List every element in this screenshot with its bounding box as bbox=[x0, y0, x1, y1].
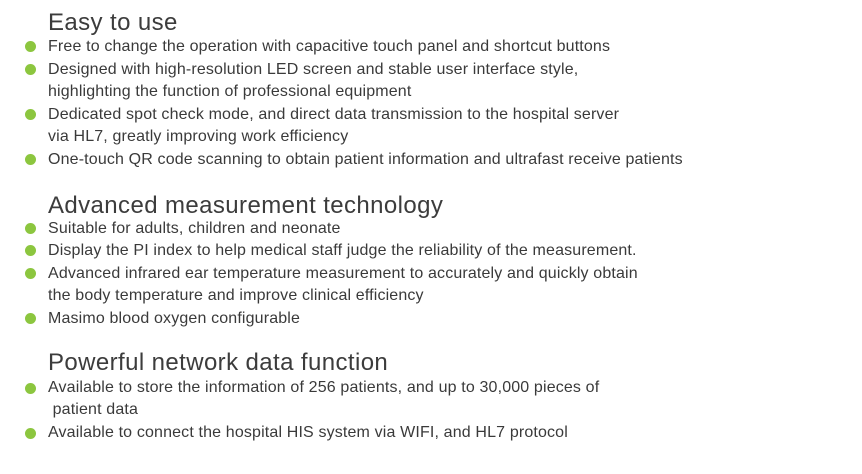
list-item-text: Free to change the operation with capacitive touch panel and shortcut buttons bbox=[48, 38, 611, 55]
list-item-text-continued: highlighting the function of professional equipment bbox=[48, 83, 412, 100]
list-item-text: Available to connect the hospital HIS system via WIFI, and HL7 protocol bbox=[48, 424, 568, 441]
bullet-dot-icon bbox=[25, 313, 36, 324]
list-item-text-continued: patient data bbox=[48, 401, 139, 418]
bullet-dot-icon bbox=[25, 109, 36, 120]
bullet-dot-icon bbox=[25, 64, 36, 75]
bullet-dot-icon bbox=[25, 154, 36, 165]
bullet-dot-icon bbox=[25, 41, 36, 52]
bullet-dot-icon bbox=[25, 245, 36, 256]
list-item-text: Display the PI index to help medical staff judge the reliability of the measurement. bbox=[48, 242, 637, 259]
section-title: Advanced measurement technology bbox=[48, 192, 444, 219]
list-item-text: Masimo blood oxygen configurable bbox=[48, 310, 301, 327]
list-item-text-continued: via HL7, greatly improving work efficiency bbox=[48, 128, 349, 145]
list-item-text-continued: the body temperature and improve clinical efficiency bbox=[48, 287, 424, 304]
list-item-text: Designed with high-resolution LED screen and stable user interface style, bbox=[48, 61, 579, 78]
list-item-text: Suitable for adults, children and neonate bbox=[48, 220, 341, 237]
bullet-dot-icon bbox=[25, 268, 36, 279]
bullet-dot-icon bbox=[25, 428, 36, 439]
list-item-text: Advanced infrared ear temperature measurement to accurately and quickly obtain bbox=[48, 265, 638, 282]
bullet-dot-icon bbox=[25, 223, 36, 234]
section-title: Powerful network data function bbox=[48, 349, 389, 376]
list-item-text: Available to store the information of 256 patients, and up to 30,000 pieces of bbox=[48, 379, 600, 396]
list-item-text: Dedicated spot check mode, and direct data transmission to the hospital server bbox=[48, 106, 620, 123]
list-item-text: One-touch QR code scanning to obtain patient information and ultrafast receive patients bbox=[48, 151, 683, 168]
section-title: Easy to use bbox=[48, 9, 178, 36]
bullet-dot-icon bbox=[25, 383, 36, 394]
